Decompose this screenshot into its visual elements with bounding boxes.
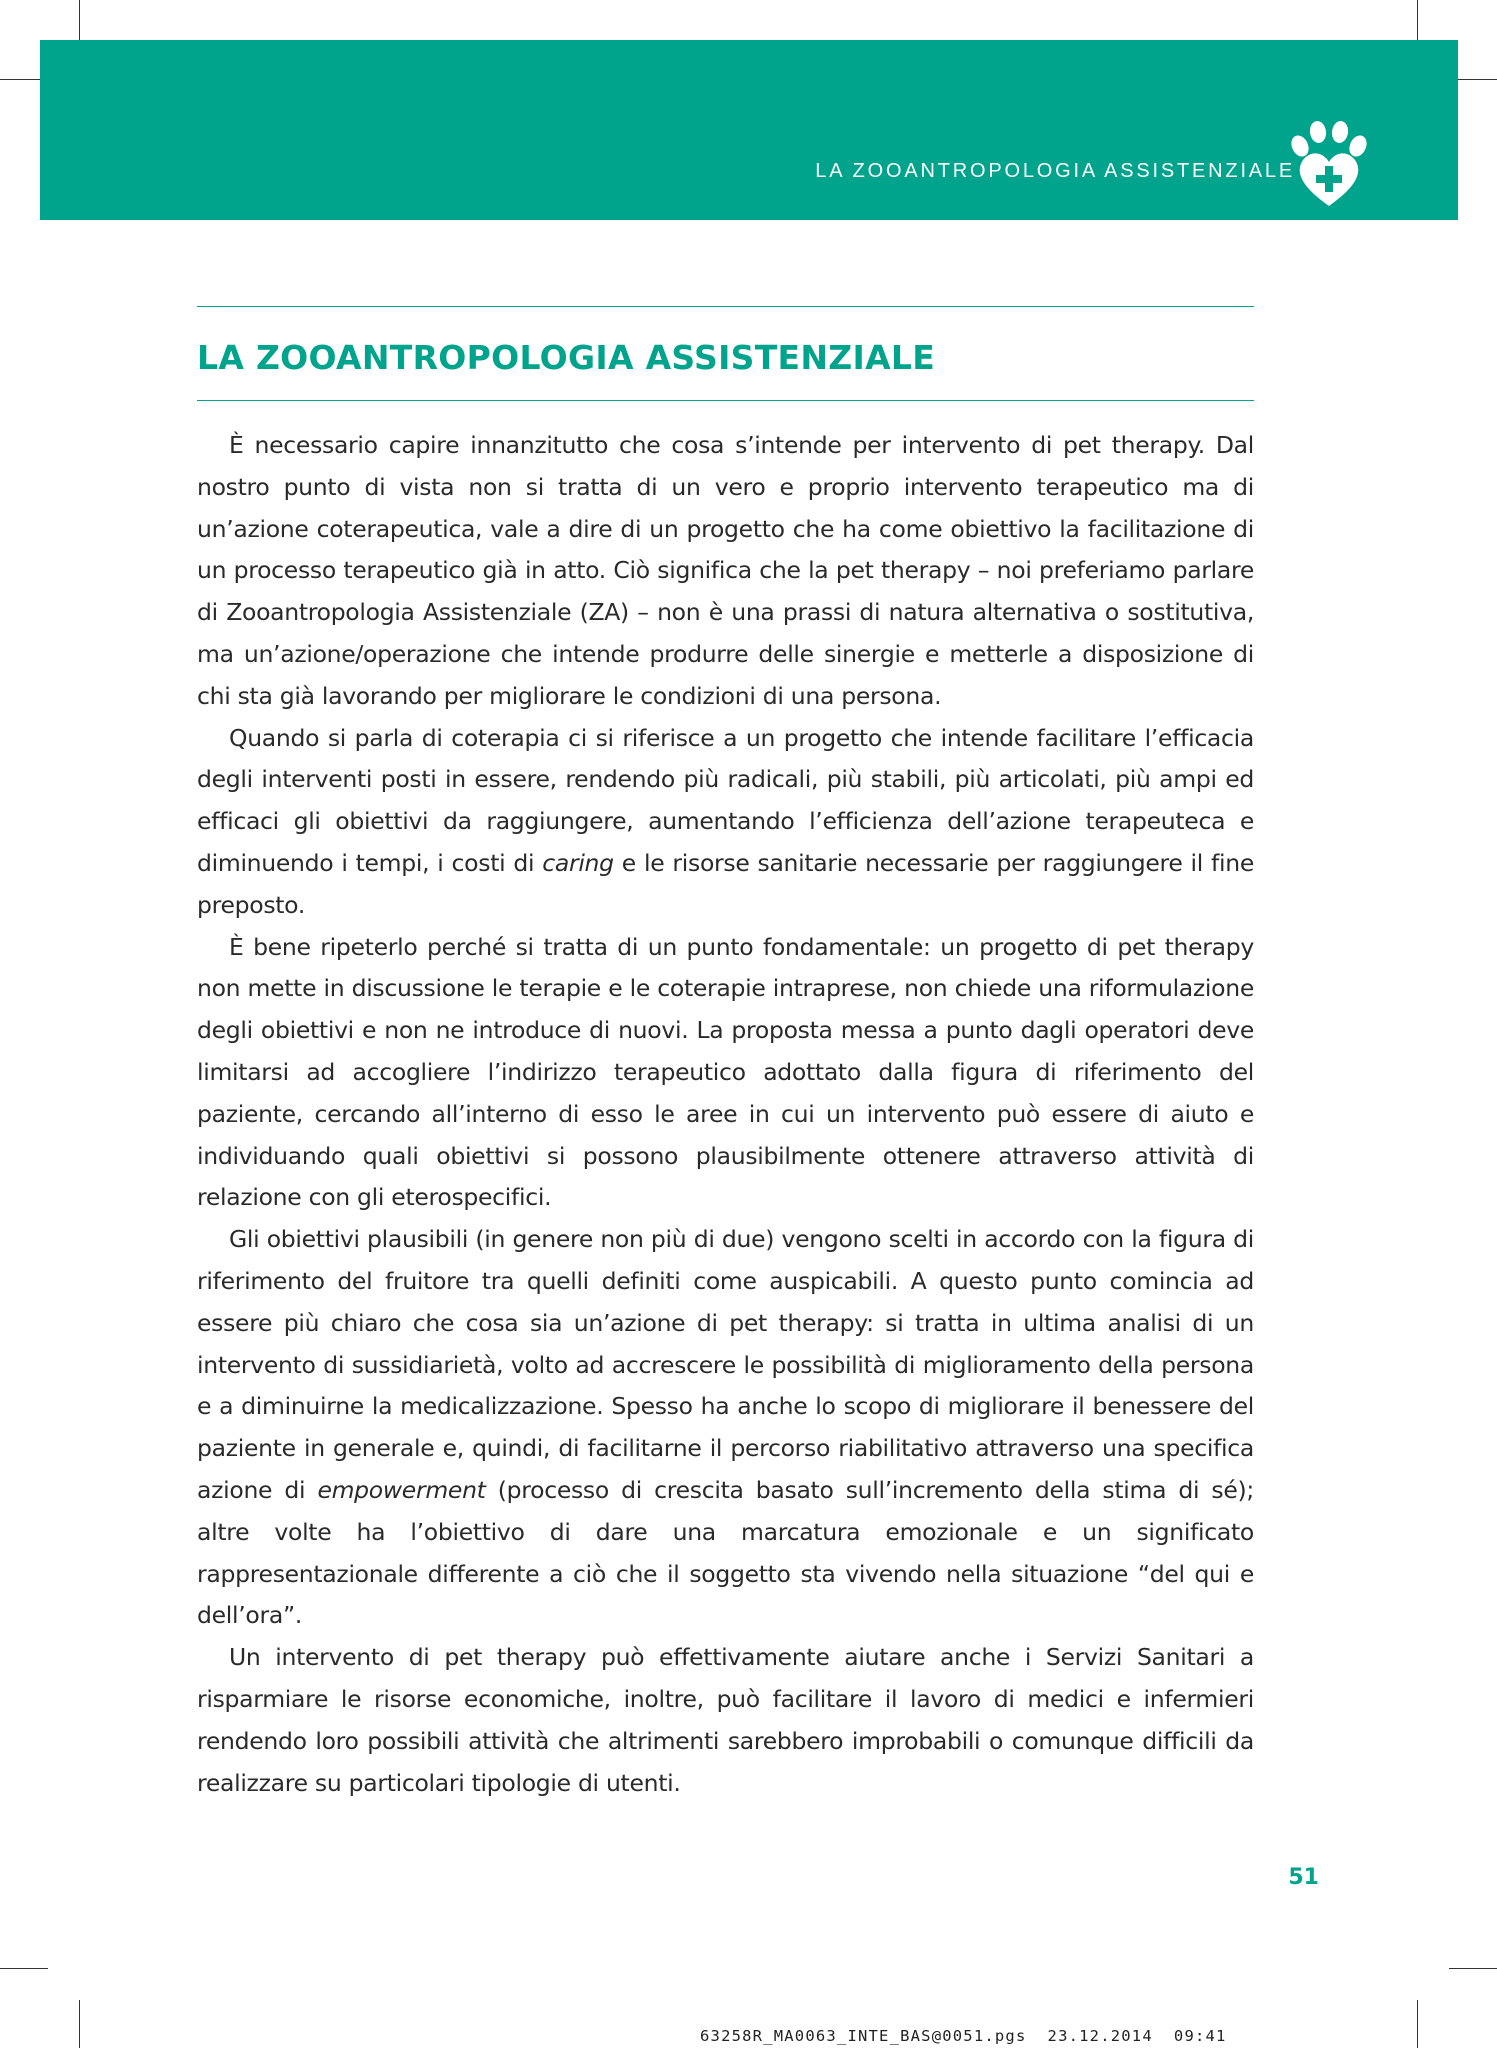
body-text — [197, 425, 1254, 1804]
paragraph-4: Gli obiettivi plausibili (in genere non più di due) vengono scelti in accordo con la figura di riferimento del fruitore tra quelli definiti come auspicabili. A questo punto comincia ad essere più chiaro che cosa sia un’azione di pet therapy: si tratta in ultima analisi di un intervento di sussidiarietà, volto ad accrescere le possibilità di miglioramento della persona e a diminuirne la medicalizzazione. Spesso ha anche lo scopo di migliorare il benessere del paziente in generale e, quindi, di facilitarne il percorso riabilitativo attraverso una specifica azione di empowerment (processo di crescita basato sull’incremento della stima di sé); altre volte ha l’obiettivo di dare una marcatura emozionale e un significato rappresentazionale differente a ciò che il soggetto sta vivendo nella situazione “del qui e dell’ora”. — [197, 1225, 1254, 1630]
header-band — [40, 40, 1458, 220]
paw-heart-cross-icon — [1281, 114, 1377, 210]
print-slug: 63258R_MA0063_INTE_BAS@0051.pgs 23.12.2014 09:41 — [700, 2027, 1227, 2045]
crop-mark — [0, 1968, 48, 1969]
paragraph-1: È necessario capire innanzitutto che cosa s’intende per intervento di pet therapy. Dal nostro punto di vista non si tratta di un vero e proprio intervento terapeutico ma di un’azione coterapeutica, vale a dire di un progetto che ha come obiettivo la facilitazione di un processo terapeutico già in atto. Ciò significa che la pet therapy – noi preferiamo parlare di Zooantropologia Assistenziale (ZA) – non è una prassi di natura alternativa o sostitutiva, ma un’azione/operazione che intende produrre delle sinergie e metterle a disposizione di chi sta già lavorando per migliorare le condizioni di una persona. — [197, 431, 1254, 710]
crop-mark — [1449, 1968, 1497, 1969]
crop-mark — [1417, 2000, 1418, 2048]
paragraph-2: Quando si parla di coterapia ci si riferisce a un progetto che intende facilitare l’efficacia degli interventi posti in essere, rendendo più radicali, più stabili, più articolati, più ampi ed efficaci gli obiettivi da raggiungere, aumentando l’efficienza dell’azione terapeuteca e diminuendo i tempi, i costi di caring e le risorse sanitarie necessarie per raggiungere il fine preposto. — [197, 723, 1254, 919]
running-head: LA ZOOANTROPOLOGIA ASSISTENZIALE — [815, 160, 1295, 182]
title-rule-bottom — [197, 400, 1254, 401]
crop-mark — [79, 2000, 80, 2048]
chapter-title: LA ZOOANTROPOLOGIA ASSISTENZIALE — [197, 338, 936, 377]
page-number: 51 — [1288, 1865, 1319, 1890]
title-rule-top — [197, 306, 1254, 307]
paragraph-3: È bene ripeterlo perché si tratta di un punto fondamentale: un progetto di pet therapy non mette in discussione le terapie e le coterapie intraprese, non chiede una riformulazione degli obiettivi e non ne introduce di nuovi. La proposta messa a punto dagli operatori deve limitarsi ad accogliere l’indirizzo terapeutico adottato dalla figura di riferimento del paziente, cercando all’interno di esso le aree in cui un intervento può essere di aiuto e individuando quali obiettivi si possono plausibilmente ottenere attraverso attività di relazione con gli eterospecifici. — [197, 932, 1254, 1212]
paragraph-5: Un intervento di pet therapy può effettivamente aiutare anche i Servizi Sanitari a risparmiare le risorse economiche, inoltre, può facilitare il lavoro di medici e infermieri rendendo loro possibili attività che altrimenti sarebbero improbabili o comunque difficili da realizzare su particolari tipologie di utenti. — [197, 1643, 1254, 1797]
